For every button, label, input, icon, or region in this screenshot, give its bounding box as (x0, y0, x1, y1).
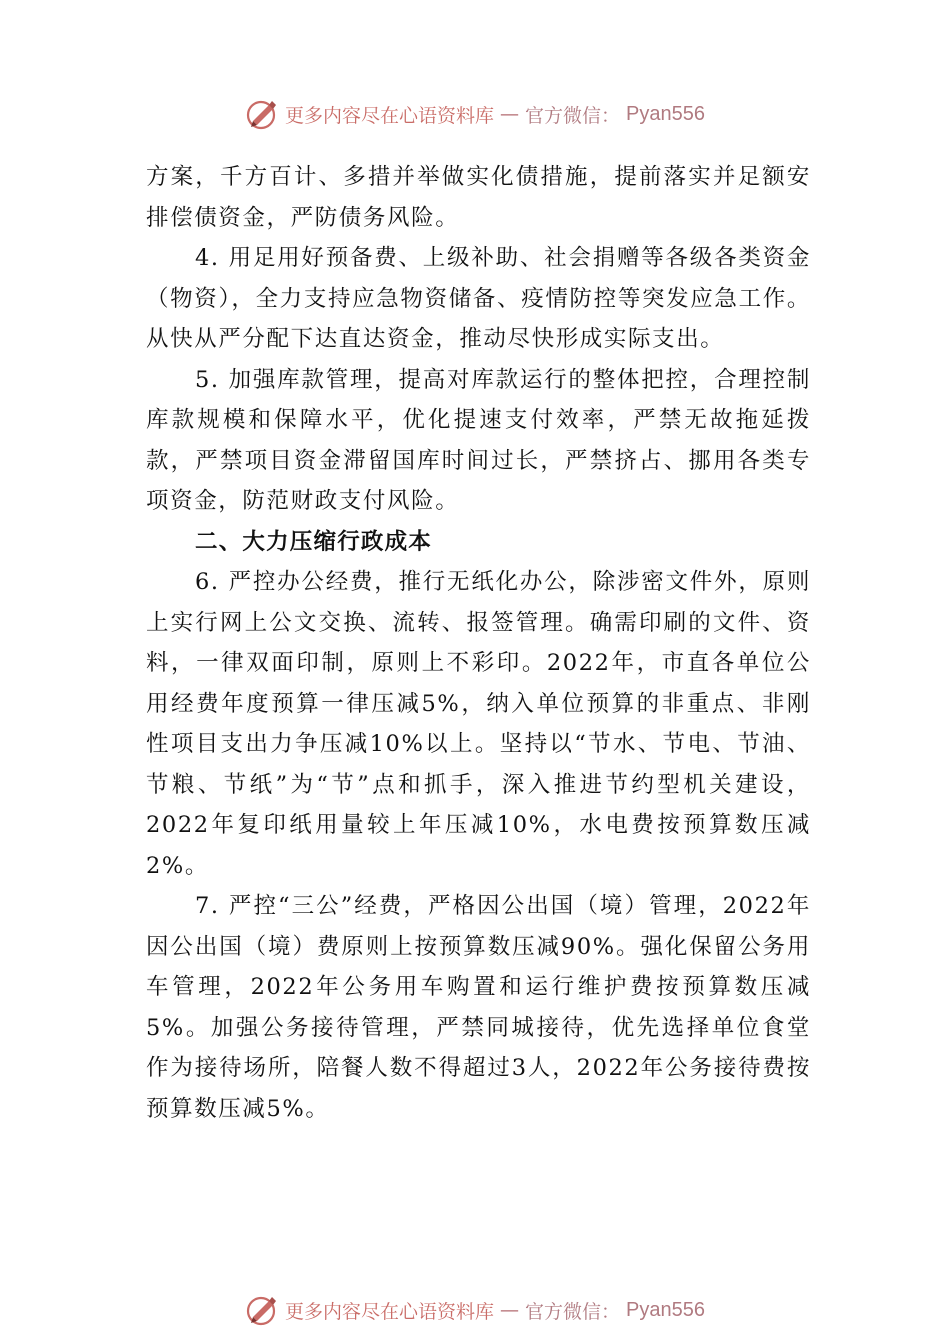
watermark-label: 官方微信： (525, 1300, 621, 1323)
watermark-label: 官方微信： (525, 104, 621, 127)
paragraph-item-7: 7. 严控“三公”经费，严格因公出国（境）管理，2022年因公出国（境）费原则上按预算数压减90%。强化保留公务用车管理，2022年公务用车购置和运行维护费按预算数压减5%。加强公务接待管理，严禁同城接待，优先选择单位食堂作为接待场所，陪餐人数不得超过3人，2022年公务接待费按预算数压减5%。 (146, 893, 811, 1122)
document-body (146, 157, 811, 1129)
paragraph-continuation: 方案，千方百计、多措并举做实化债措施，提前落实并足额安排偿债资金，严防债务风险。 (146, 164, 811, 231)
footer-watermark (0, 1290, 950, 1330)
watermark-brand: 更多内容尽在心语资料库 (285, 104, 495, 127)
watermark-separator: — (500, 103, 520, 125)
paragraph-item-6: 6. 严控办公经费，推行无纸化办公，除涉密文件外，原则上实行网上公文交换、流转、报签管理。确需印刷的文件、资料，一律双面印制，原则上不彩印。2022年，市直各单位公用经费年度预算一律压减5%，纳入单位预算的非重点、非刚性项目支出力争压减10%以上。坚持以“节水、节电、节油、节粮、节纸”为“节”点和抓手，深入推进节约型机关建设，2022年复印纸用量较上年压减10%，水电费按预算数压减2%。 (146, 569, 811, 879)
pen-logo-icon (245, 1293, 279, 1327)
paragraph-item-5: 5. 加强库款管理，提高对库款运行的整体把控，合理控制库款规模和保障水平，优化提速支付效率，严禁无故拖延拨款，严禁项目资金滞留国库时间过长，严禁挤占、挪用各类专项资金，防范财政支付风险。 (146, 366, 811, 514)
watermark-wechat-id: Pyan556 (626, 102, 705, 125)
paragraph-item-4: 4. 用足用好预备费、上级补助、社会捐赠等各级各类资金（物资），全力支持应急物资储备、疫情防控等突发应急工作。从快从严分配下达直达资金，推动尽快形成实际支出。 (146, 245, 811, 352)
watermark-separator: — (500, 1299, 520, 1321)
watermark-wechat-id: Pyan556 (626, 1298, 705, 1321)
header-watermark (0, 94, 950, 134)
watermark-brand: 更多内容尽在心语资料库 (285, 1300, 495, 1323)
pen-logo-icon (245, 97, 279, 131)
section-heading: 二、大力压缩行政成本 (195, 528, 433, 555)
